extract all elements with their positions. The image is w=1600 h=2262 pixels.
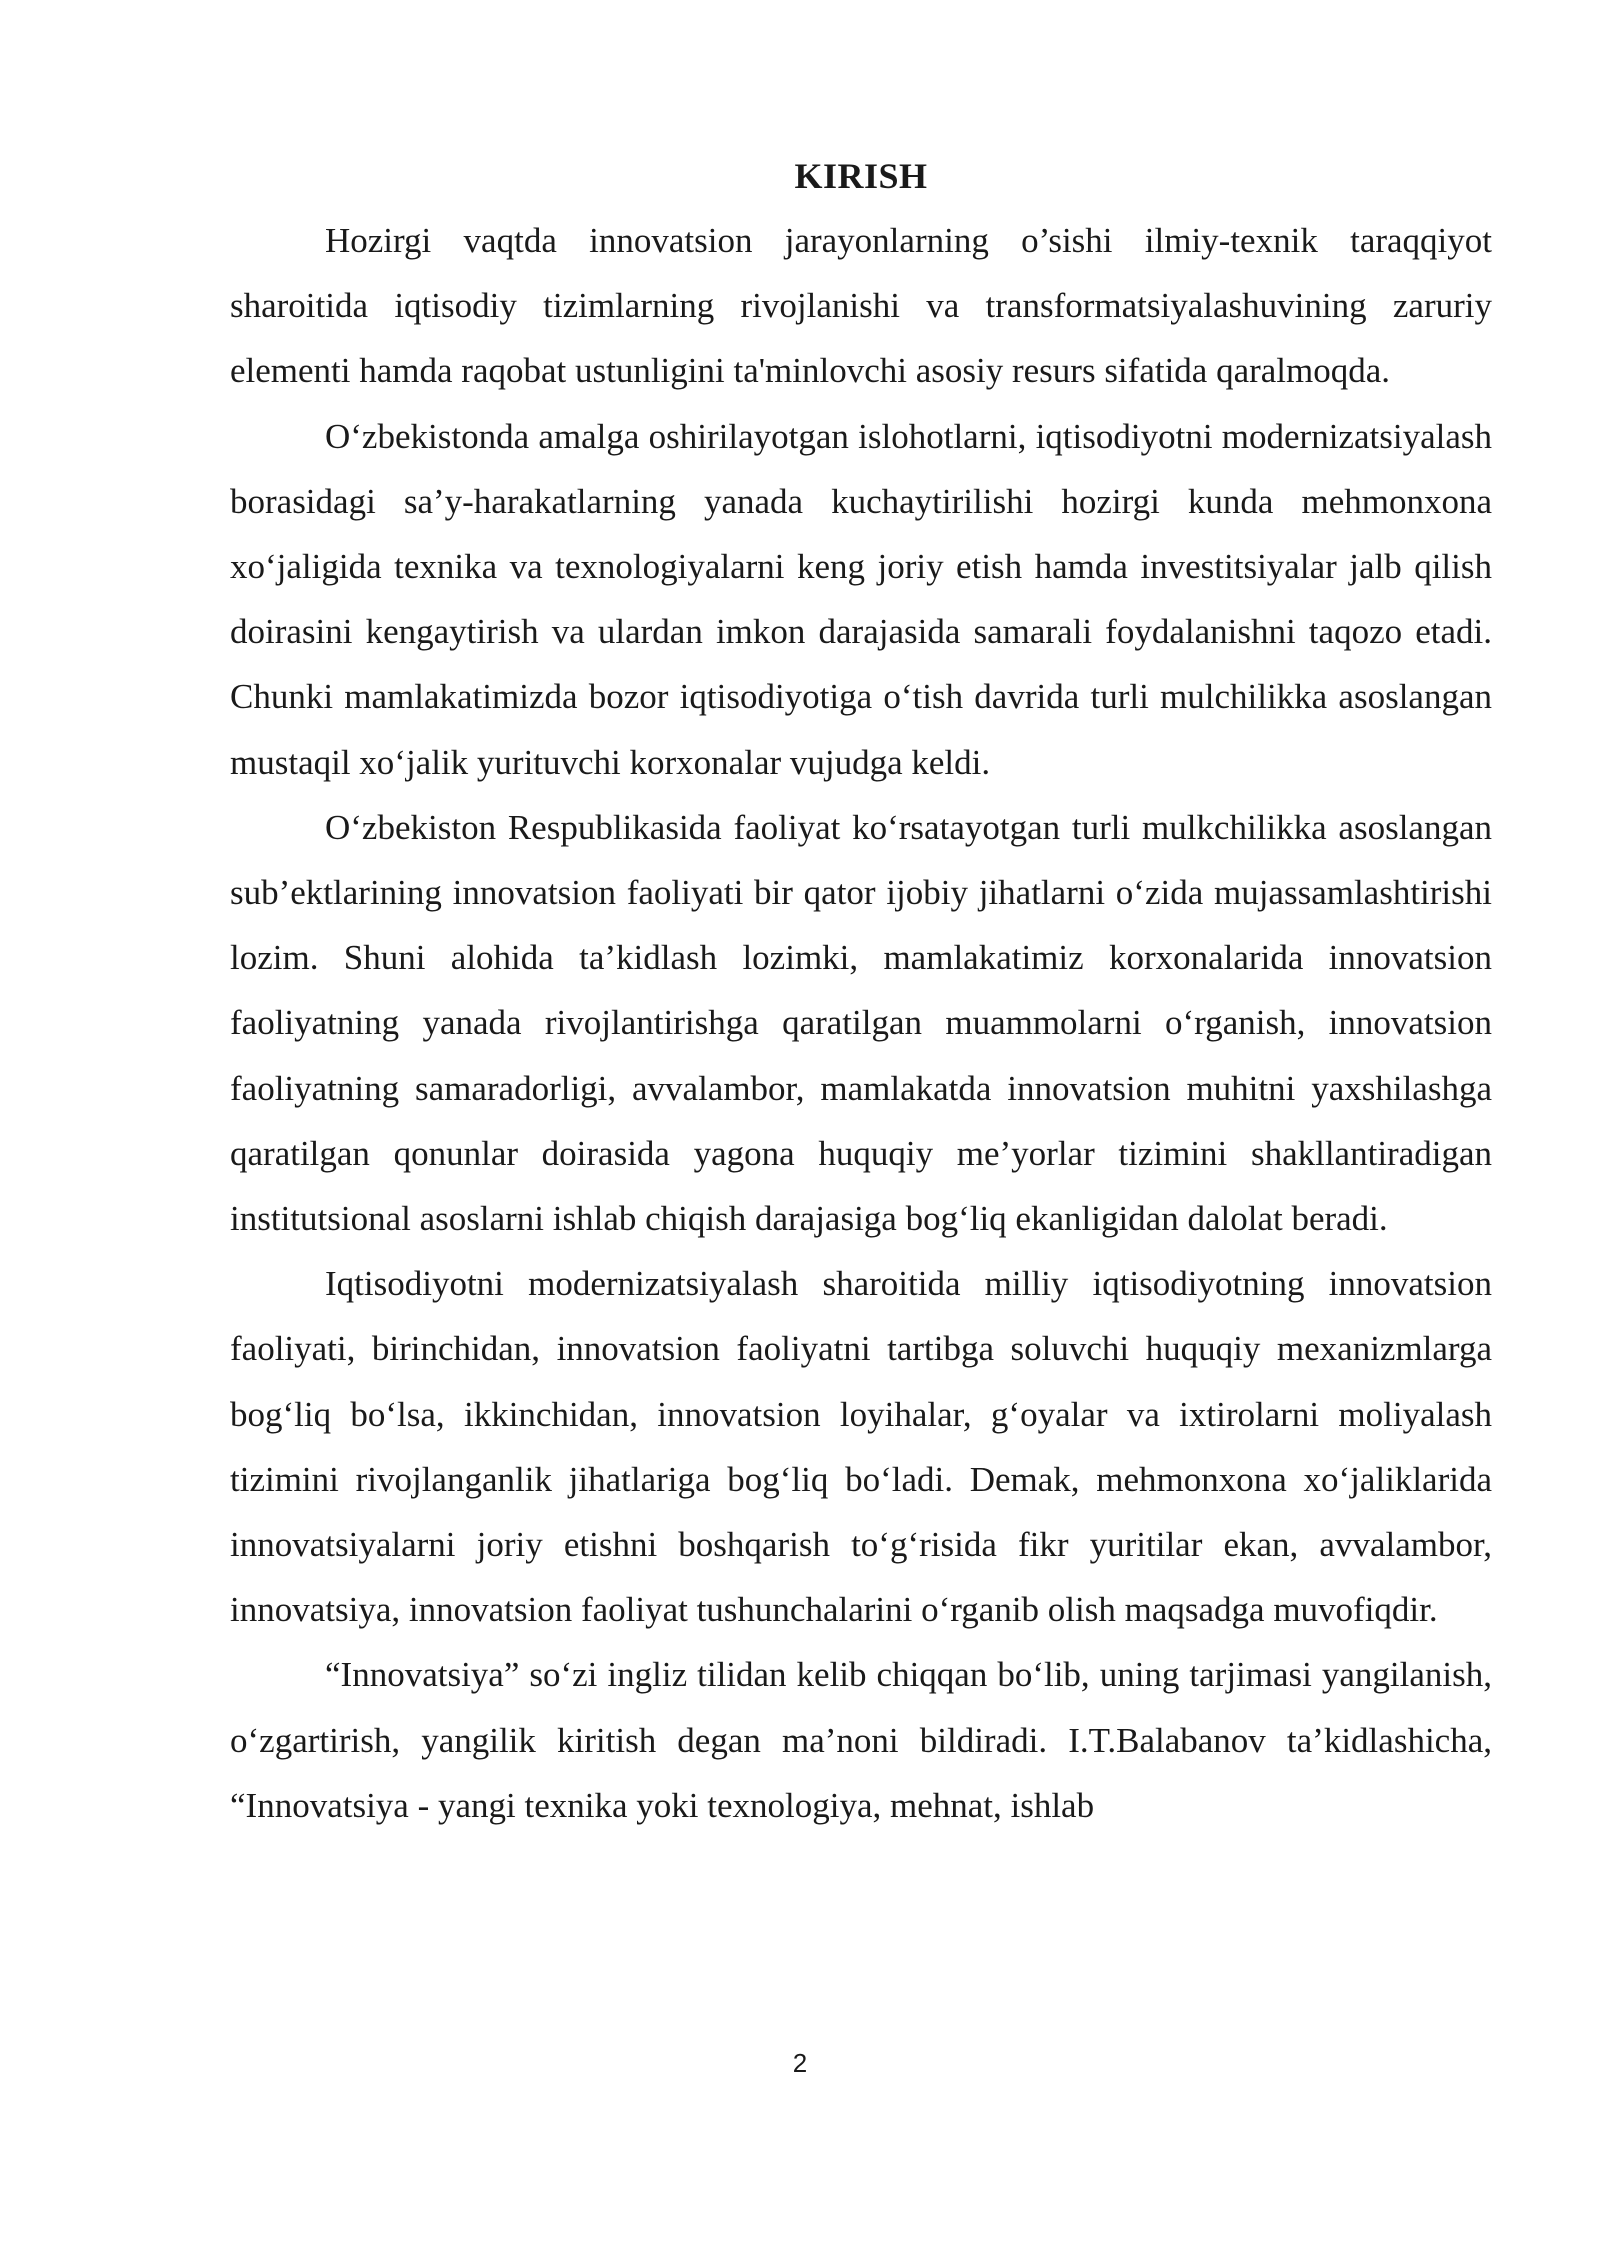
paragraph: O‘zbekistonda amalga oshirilayotgan islohotlarni, iqtisodiyotni modernizatsiyalash borasidagi sa’y-harakatlarning yanada kuchaytirilishi hozirgi kunda mehmonxona xo‘jaligida texnika va texnologiyalarni keng joriy etish hamda investitsiyalar jalb qilish doirasini kengaytirish va ulardan imkon darajasida samarali foydalanishni taqozo etadi. Chunki mamlakatimizda bozor iqtisodiyotiga o‘tish davrida turli mulchilikka asoslangan mustaqil xo‘jalik yurituvchi korxonalar vujudga keldi. [230,416,1492,782]
page-number: 2 [792,2048,808,2078]
paragraph-continued: “Innovatsiya” so‘zi ingliz tilidan kelib chiqqan bo‘lib, uning tarjimasi yangilanish, o‘zgartirish, yangilik kiritish degan ma’noni bildiradi. I.T.Balabanov ta’kidlashicha, “Innovatsiya - yangi texnika yoki texnologiya, mehnat, ishlab [230,1655,1492,1825]
document-body [230,150,1492,1838]
paragraph: Iqtisodiyotni modernizatsiyalash sharoitida milliy iqtisodiyotning innovatsion faoliyati, birinchidan, innovatsion faoliyatni tartibga soluvchi huquqiy mexanizmlarga bog‘liq bo‘lsa, ikkinchidan, innovatsion loyihalar, g‘oyalar va ixtirolarni moliyalash tizimini rivojlanganlik jihatlariga bog‘liq bo‘ladi. Demak, mehmonxona xo‘jaliklarida innovatsiyalarni joriy etishni boshqarish to‘g‘risida fikr yuritilar ekan, avvalambor, innovatsiya, innovatsion faoliyat tushunchalarini o‘rganib olish maqsadga muvofiqdir. [230,1264,1492,1630]
paragraph: Hozirgi vaqtda innovatsion jarayonlarning o’sishi ilmiy-texnik taraqqiyot sharoitida iqtisodiy tizimlarning rivojlanishi va transformatsiyalashuvining zaruriy elementi hamda raqobat ustunligini ta'minlovchi asosiy resurs sifatida qaralmoqda. [230,221,1492,391]
paragraph: O‘zbekiston Respublikasida faoliyat ko‘rsatayotgan turli mulkchilikka asoslangan sub’ektlarining innovatsion faoliyati bir qator ijobiy jihatlarni o‘zida mujassamlashtirishi lozim. Shuni alohida ta’kidlash lozimki, mamlakatimiz korxonalarida innovatsion faoliyatning yanada rivojlantirishga qaratilgan muammolarni o‘rganish, innovatsion faoliyatning samaradorligi, avvalambor, mamlakatda innovatsion muhitni yaxshilashga qaratilgan qonunlar doirasida yagona huquqiy me’yorlar tizimini shakllantiradigan institutsional asoslarni ishlab chiqish darajasiga bog‘liq ekanligidan dalolat beradi. [230,807,1492,1239]
section-heading: KIRISH [794,156,928,196]
